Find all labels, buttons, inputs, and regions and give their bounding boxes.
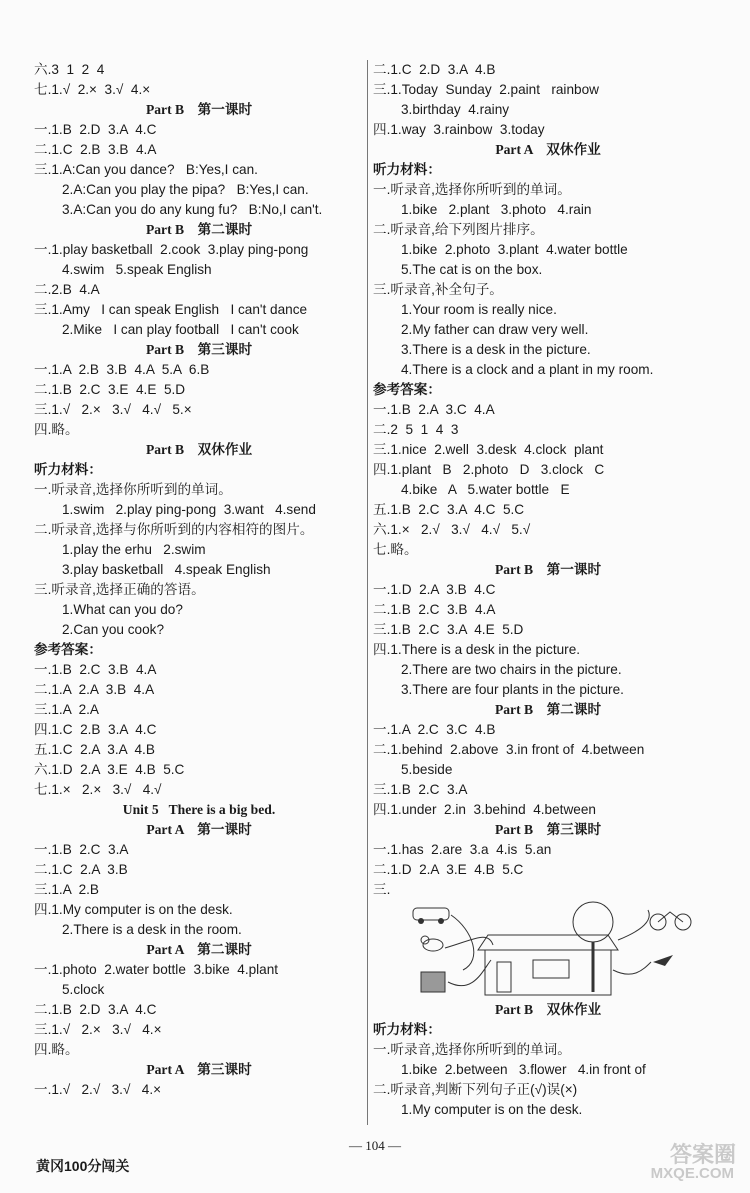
subsection-label: 听力材料：	[373, 1022, 441, 1037]
answer-line: 一.1.B 2.C 3.B 4.A	[34, 662, 157, 677]
answer-line: 二.1.B 2.D 3.A 4.C	[34, 1002, 157, 1017]
answer-line: 5.The cat is on the box.	[401, 262, 543, 277]
answer-line: 一.1.A 2.B 3.B 4.A 5.A 6.B	[34, 362, 210, 377]
answer-line: 三.1.A 2.B	[34, 882, 99, 897]
picture-matching-exercise	[373, 900, 723, 1000]
answer-line: 二.2 5 1 4 3	[373, 422, 459, 437]
flower-bush-icon	[421, 972, 445, 992]
unit-title: Unit 5 There is a big bed.	[122, 802, 276, 817]
answer-line: 一.1.B 2.C 3.A	[34, 842, 129, 857]
answer-line: 一.1.√ 2.√ 3.√ 4.×	[34, 1082, 162, 1097]
answer-line: 三.听录音,补全句子。	[373, 282, 503, 297]
answer-line: 4.swim 5.speak English	[62, 262, 212, 277]
column-divider	[367, 60, 368, 1125]
answer-line: 四.1.plant B 2.photo D 3.clock C	[373, 462, 605, 477]
answer-line: 3.There are four plants in the picture.	[401, 682, 624, 697]
answer-line: 三.1.Amy I can speak English I can't dance	[34, 302, 308, 317]
answer-line: 2.My father can draw very well.	[401, 322, 589, 337]
answer-line: 七.略。	[373, 542, 418, 557]
answer-line: 1.bike 2.between 3.flower 4.in front of	[401, 1062, 646, 1077]
right-column	[373, 60, 723, 1120]
answer-line: 二.1.C 2.A 3.B	[34, 862, 128, 877]
book-title: 黄冈100分闯关	[36, 1158, 130, 1174]
answer-line: 1.My computer is on the desk.	[401, 1102, 583, 1117]
answer-line: 2.Mike I can play football I can't cook	[62, 322, 299, 337]
answer-line: 1.Your room is really nice.	[401, 302, 557, 317]
answer-line: 一.1.has 2.are 3.a 4.is 5.an	[373, 842, 552, 857]
answer-line: 五.1.C 2.A 3.A 4.B	[34, 742, 155, 757]
answer-line: 3.A:Can you do any kung fu? B:No,I can't.	[62, 202, 323, 217]
answer-line: 四.1.under 2.in 3.behind 4.between	[373, 802, 596, 817]
answer-line: 一.1.B 2.D 3.A 4.C	[34, 122, 157, 137]
section-heading: Part B 双休作业	[494, 1002, 602, 1017]
section-heading: Part B 双休作业	[145, 442, 253, 457]
answer-line: 3.birthday 4.rainy	[401, 102, 510, 117]
answer-line: 一.1.D 2.A 3.B 4.C	[373, 582, 496, 597]
answer-line: 三.1.A 2.A	[34, 702, 99, 717]
answer-line: 四.1.My computer is on the desk.	[34, 902, 233, 917]
answer-line: 1.bike 2.plant 3.photo 4.rain	[401, 202, 592, 217]
section-heading: Part B 第一课时	[494, 562, 602, 577]
answer-line: 二.听录音,选择与你所听到的内容相符的图片。	[34, 522, 314, 537]
answer-line: 二.1.C 2.B 3.B 4.A	[34, 142, 157, 157]
answer-line: 二.听录音,给下列图片排序。	[373, 222, 544, 237]
answer-line: 六.1.D 2.A 3.E 4.B 5.C	[34, 762, 185, 777]
answer-line: 5.clock	[62, 982, 105, 997]
answer-line: 七.1.√ 2.× 3.√ 4.×	[34, 82, 151, 97]
bird-icon	[653, 955, 673, 966]
tree-icon	[573, 902, 613, 992]
section-heading: Part B 第三课时	[145, 342, 253, 357]
left-column	[34, 60, 364, 1100]
answer-line: 三.1.A:Can you dance? B:Yes,I can.	[34, 162, 258, 177]
section-heading: Part A 双休作业	[495, 142, 601, 157]
subsection-label: 听力材料：	[373, 162, 441, 177]
answer-line: 3.There is a desk in the picture.	[401, 342, 591, 357]
subsection-label: 听力材料：	[34, 462, 102, 477]
answer-line: 四.1.C 2.B 3.A 4.C	[34, 722, 157, 737]
answer-line: 三.1.Today Sunday 2.paint rainbow	[373, 82, 599, 97]
answer-line: 一.1.A 2.C 3.C 4.B	[373, 722, 496, 737]
answer-line: 1.swim 2.play ping-pong 3.want 4.send	[62, 502, 316, 517]
answer-line: 1.play the erhu 2.swim	[62, 542, 206, 557]
subsection-label: 参考答案：	[373, 382, 441, 397]
answer-line: 三.1.B 2.C 3.A 4.E 5.D	[373, 622, 524, 637]
answer-line: 三.1.B 2.C 3.A	[373, 782, 468, 797]
answer-line: 二.1.B 2.C 3.B 4.A	[373, 602, 496, 617]
answer-line: 二.1.C 2.D 3.A 4.B	[373, 62, 496, 77]
answer-line: 一.听录音,选择你所听到的单词。	[373, 182, 571, 197]
answer-line: 一.听录音,选择你所听到的单词。	[373, 1042, 571, 1057]
answer-line: 二.听录音,判断下列句子正(√)误(×)	[373, 1082, 578, 1097]
answer-line: 六.3 1 2 4	[34, 62, 105, 77]
answer-line: 三.听录音,选择正确的答语。	[34, 582, 205, 597]
answer-line: 一.1.play basketball 2.cook 3.play ping-pong	[34, 242, 309, 257]
answer-line: 3.play basketball 4.speak English	[62, 562, 271, 577]
answer-line: 一.听录音,选择你所听到的单词。	[34, 482, 232, 497]
subsection-label: 参考答案：	[34, 642, 102, 657]
house-icon	[478, 935, 618, 995]
answer-line: 四.1.way 3.rainbow 3.today	[373, 122, 545, 137]
answer-line: 一.1.B 2.A 3.C 4.A	[373, 402, 495, 417]
answer-line: 二.1.behind 2.above 3.in front of 4.between	[373, 742, 645, 757]
section-heading: Part B 第二课时	[494, 702, 602, 717]
car-icon	[413, 908, 449, 924]
answer-line: 四.略。	[34, 1042, 79, 1057]
section-heading: Part A 第一课时	[146, 822, 252, 837]
answer-line: 二.1.D 2.A 3.E 4.B 5.C	[373, 862, 524, 877]
section-heading: Part B 第三课时	[494, 822, 602, 837]
answer-line: 1.bike 2.photo 3.plant 4.water bottle	[401, 242, 628, 257]
section-heading: Part B 第二课时	[145, 222, 253, 237]
watermark: 答案圈	[669, 1142, 736, 1167]
answer-line: 二.1.B 2.C 3.E 4.E 5.D	[34, 382, 186, 397]
answer-line: 2.There are two chairs in the picture.	[401, 662, 622, 677]
answer-line: 2.There is a desk in the room.	[62, 922, 242, 937]
answer-line: 二.2.B 4.A	[34, 282, 100, 297]
answer-line: 四.1.There is a desk in the picture.	[373, 642, 581, 657]
answer-line: 三.1.√ 2.× 3.√ 4.√ 5.×	[34, 402, 192, 417]
answer-line: 二.1.A 2.A 3.B 4.A	[34, 682, 155, 697]
matching-picture	[373, 900, 713, 1000]
bike-icon	[650, 912, 691, 930]
section-heading: Part A 第三课时	[146, 1062, 252, 1077]
answer-line: 三.1.√ 2.× 3.√ 4.×	[34, 1022, 162, 1037]
answer-line: 5.beside	[401, 762, 453, 777]
answer-line: 三.1.nice 2.well 3.desk 4.clock plant	[373, 442, 604, 457]
answer-line: 七.1.× 2.× 3.√ 4.√	[34, 782, 162, 797]
cat-icon	[421, 936, 443, 951]
watermark-url: MXQE.COM	[650, 1165, 734, 1182]
section-heading: Part B 第一课时	[145, 102, 253, 117]
answer-line: 2.Can you cook?	[62, 622, 165, 637]
section-heading: Part A 第二课时	[146, 942, 252, 957]
answer-line: 4.bike A 5.water bottle E	[401, 482, 570, 497]
answer-line: 2.A:Can you play the pipa? B:Yes,I can.	[62, 182, 309, 197]
answer-line: 四.略。	[34, 422, 79, 437]
answer-line: 五.1.B 2.C 3.A 4.C 5.C	[373, 502, 525, 517]
answer-line: 1.What can you do?	[62, 602, 183, 617]
answer-line: 六.1.× 2.√ 3.√ 4.√ 5.√	[373, 522, 531, 537]
answer-line: 三.	[373, 882, 391, 897]
answer-line: 一.1.photo 2.water bottle 3.bike 4.plant	[34, 962, 279, 977]
page-number: — 104 —	[349, 1138, 401, 1153]
answer-line: 4.There is a clock and a plant in my room.	[401, 362, 654, 377]
